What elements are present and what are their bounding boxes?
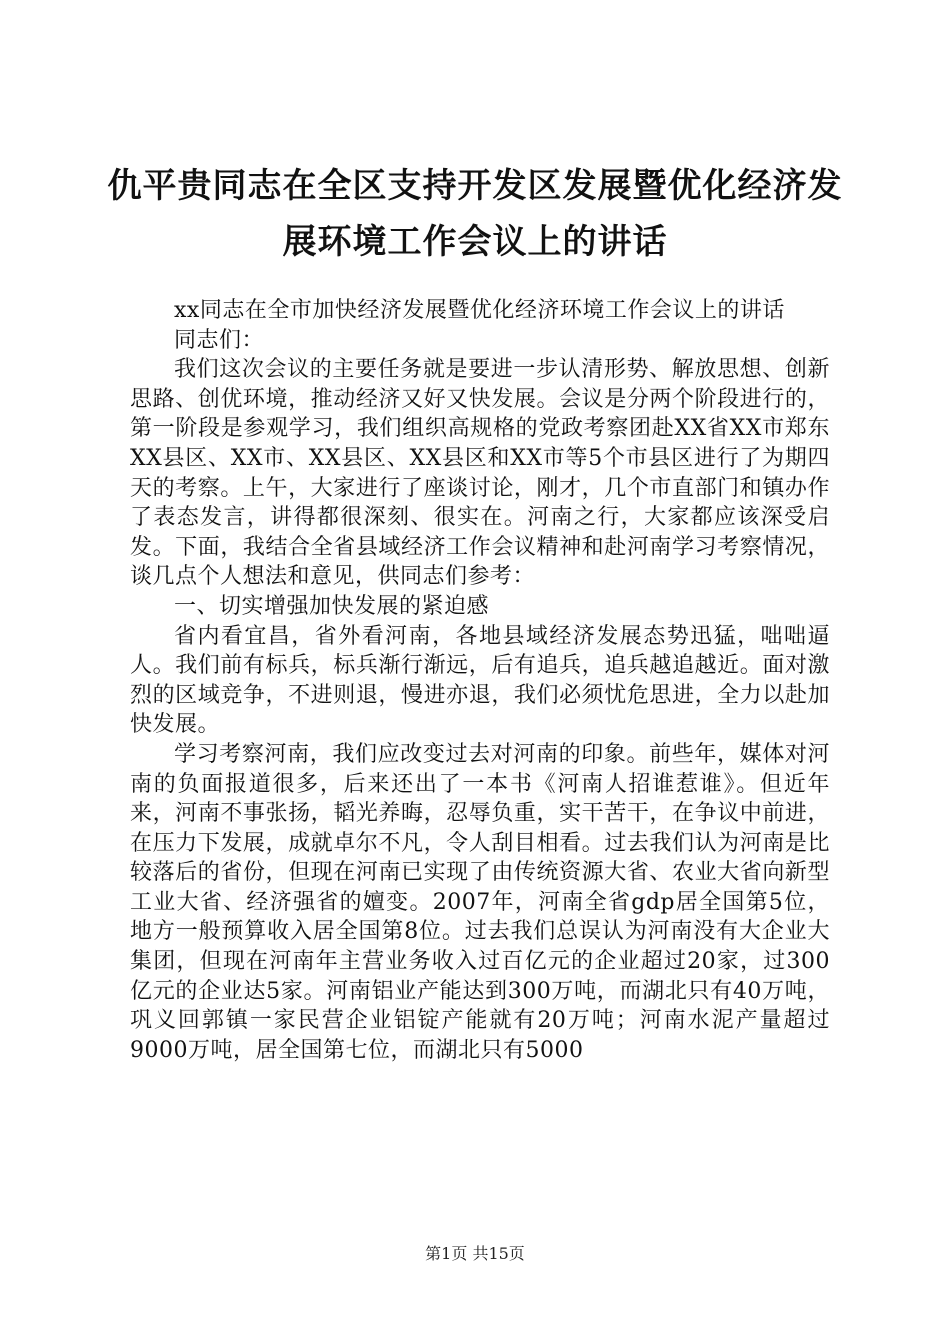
- document-body: [130, 296, 830, 1065]
- paragraph-salutation: 同志们：: [174, 327, 265, 353]
- document-title: 仇平贵同志在全区支持开发区发展暨优化经济发展环境工作会议上的讲话: [107, 166, 843, 262]
- page-number-footer: 第1页 共15页: [425, 1244, 525, 1263]
- paragraph: 省内看宜昌，省外看河南，各地县域经济发展态势迅猛，咄咄逼人。我们前有标兵，标兵渐行渐远，后有追兵，追兵越追越近。面对激烈的区域竞争，不进则退，慢进亦退，我们必须忧危思进，全力以赴加快发展。: [130, 623, 830, 738]
- section-heading: 一、切实增强加快发展的紧迫感: [174, 593, 490, 619]
- paragraph: 我们这次会议的主要任务就是要进一步认清形势、解放思想、创新思路、创优环境，推动经济又好又快发展。会议是分两个阶段进行的，第一阶段是参观学习，我们组织高规格的党政考察团赴XX省XX市郑东XX县区、XX市、XX县区、XX县区和XX市等5个市县区进行了为期四天的考察。上午，大家进行了座谈讨论，刚才，几个市直部门和镇办作了表态发言，讲得都很深刻、很实在。河南之行，大家都应该深受启发。下面，我结合全省县域经济工作会议精神和赴河南学习考察情况，谈几点个人想法和意见，供同志们参考：: [130, 357, 830, 590]
- paragraph: 学习考察河南，我们应改变过去对河南的印象。前些年，媒体对河南的负面报道很多，后来还出了一本书《河南人招谁惹谁》。但近年来，河南不事张扬，韬光养晦，忍辱负重，实干苦干，在争议中前进，在压力下发展，成就卓尔不凡，令人刮目相看。过去我们认为河南是比较落后的省份，但现在河南已实现了由传统资源大省、农业大省向新型工业大省、经济强省的嬗变。2007年，河南全省gdp居全国第5位，地方一般预算收入居全国第8位。过去我们总误认为河南没有大企业大集团，但现在河南年主营业务收入过百亿元的企业超过20家，过300亿元的企业达5家。河南铝业产能达到300万吨，而湖北只有40万吨，巩义回郭镇一家民营企业铝锭产能就有20万吨；河南水泥产量超过9000万吨，居全国第七位，而湖北只有5000: [130, 741, 830, 1063]
- paragraph-subtitle: xx同志在全市加快经济发展暨优化经济环境工作会议上的讲话: [174, 298, 785, 323]
